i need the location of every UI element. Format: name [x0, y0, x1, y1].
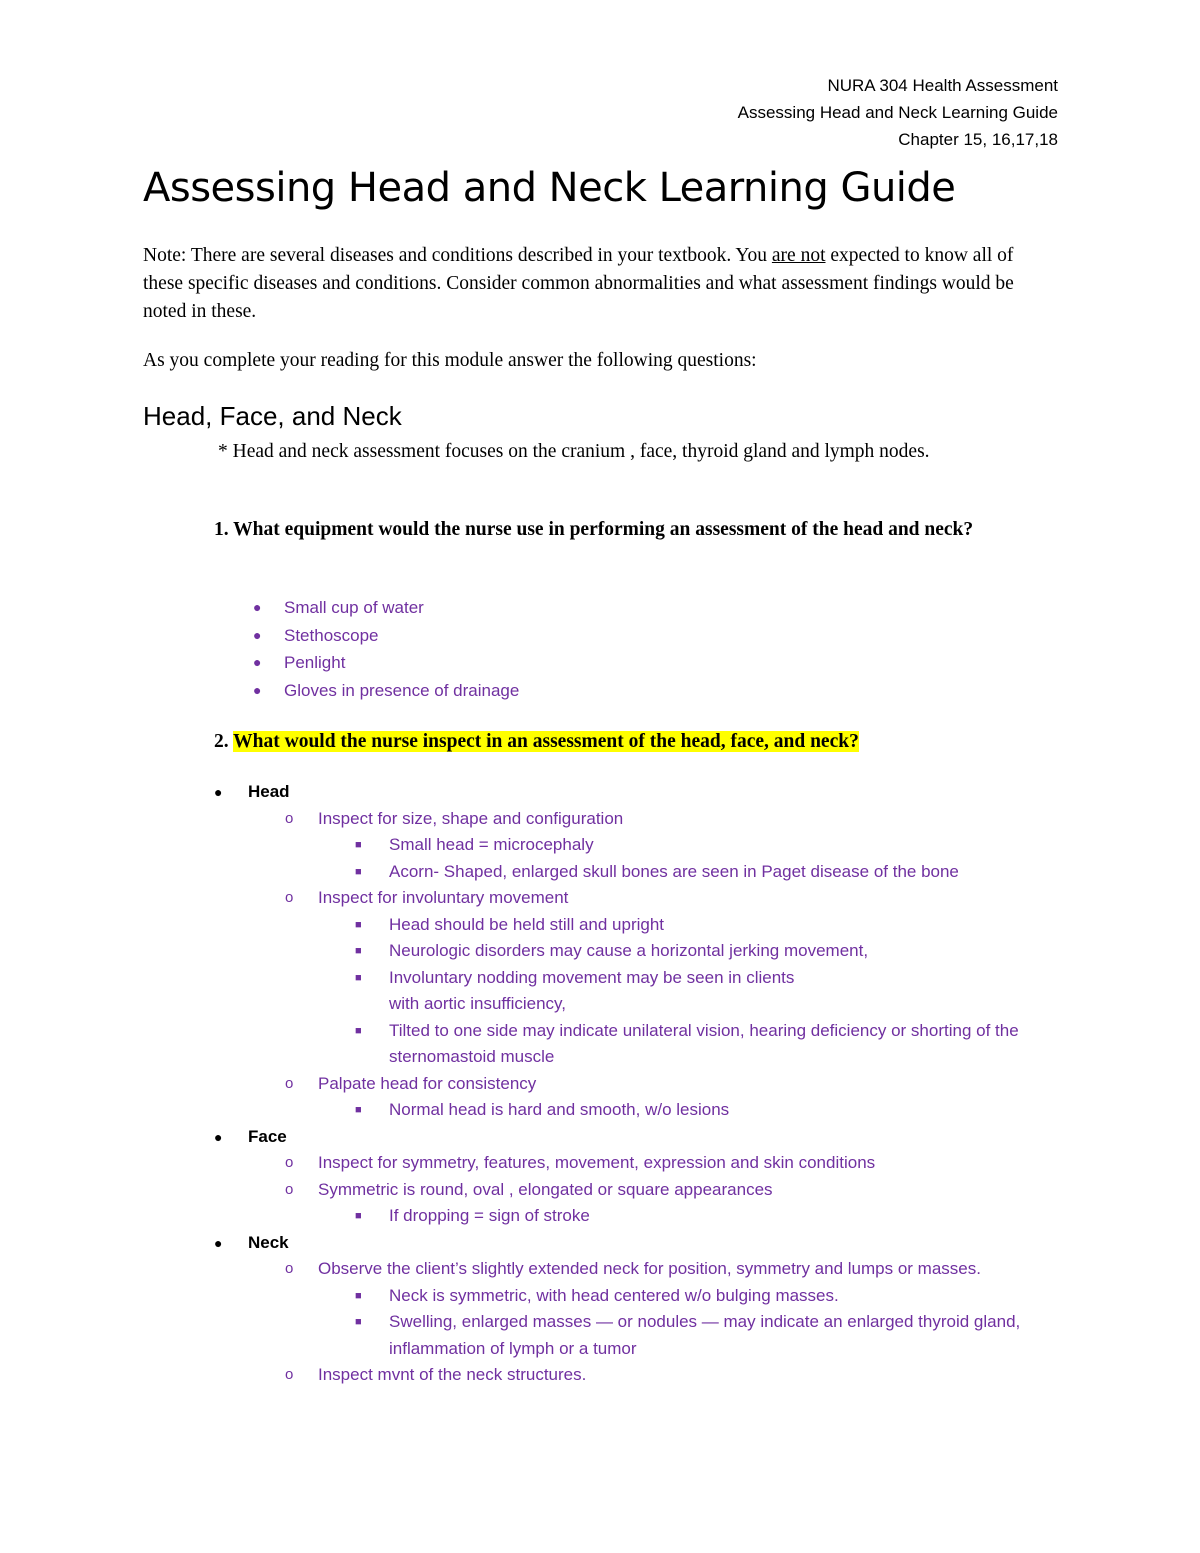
bullet-icon: ●: [253, 681, 262, 698]
list-item: ■ If dropping = sign of stroke: [210, 1203, 1070, 1230]
square-bullet-icon: ■: [355, 945, 362, 957]
bullet-icon: ●: [253, 599, 262, 615]
outline-head: ● Head: [210, 779, 1070, 806]
square-bullet-icon: ■: [355, 1210, 362, 1222]
outline-face: ● Face: [210, 1124, 1070, 1151]
square-bullet-icon: ■: [355, 839, 362, 851]
circle-bullet-icon: o: [285, 1260, 294, 1277]
list-item: o Inspect for involuntary movement: [210, 885, 1070, 912]
list-item: o Symmetric is round, oval , elongated or square appearances: [210, 1177, 1070, 1204]
circle-bullet-icon: o: [285, 809, 294, 827]
square-bullet-icon: ■: [355, 1316, 362, 1328]
bullet-icon: ●: [214, 784, 223, 800]
list-item: ■ Acorn- Shaped, enlarged skull bones are seen in Paget disease of the bone: [210, 859, 1070, 886]
circle-bullet-icon: o: [285, 1180, 294, 1198]
bullet-icon: ●: [253, 654, 262, 670]
question-2-number: 2.: [214, 731, 229, 752]
document-title: Assessing Head and Neck Learning Guide: [143, 165, 956, 211]
section-heading: Head, Face, and Neck: [143, 401, 402, 431]
bullet-icon: ●: [214, 1234, 223, 1251]
list-item: o Inspect mvnt of the neck structures.: [210, 1362, 1070, 1389]
list-item: ■ Head should be held still and upright: [210, 912, 1070, 939]
circle-bullet-icon: o: [285, 889, 294, 906]
note-underlined: are not: [771, 245, 826, 266]
section-note: * Head and neck assessment focuses on the cranium , face, thyroid gland and lymph nodes.: [218, 441, 930, 462]
note-text-1: Note: There are several diseases and conditions described in your textbook. You: [143, 245, 772, 266]
list-item: ■ Normal head is hard and smooth, w/o lesions: [210, 1097, 1070, 1124]
square-bullet-icon: ■: [355, 1024, 362, 1037]
list-item: ● Gloves in presence of drainage: [247, 677, 519, 705]
list-item: ■ Neurologic disorders may cause a horizontal jerking movement,: [210, 938, 1070, 965]
note-paragraph: [143, 242, 1053, 326]
circle-bullet-icon: o: [285, 1366, 294, 1383]
list-item: o Inspect for size, shape and configuration: [210, 806, 1070, 833]
running-header: [738, 72, 1058, 153]
list-item: ■ Tilted to one side may indicate unilateral vision, hearing deficiency or shorting of the sternomastoid muscle: [210, 1018, 1049, 1071]
question-2-text: What would the nurse inspect in an assessment of the head, face, and neck?: [233, 731, 859, 752]
question-1-number: 1.: [214, 519, 229, 540]
square-bullet-icon: ■: [355, 1289, 362, 1302]
square-bullet-icon: ■: [355, 918, 362, 931]
list-item: o Observe the client’s slightly extended neck for position, symmetry and lumps or masses.: [210, 1256, 1033, 1283]
list-item: ■ Swelling, enlarged masses — or nodules — may indicate an enlarged thyroid gland, inflammation of lymph or a tumor: [210, 1309, 1049, 1362]
equipment-list: [247, 594, 519, 704]
list-item: ■ Involuntary nodding movement may be seen in clients with aortic insufficiency,: [210, 965, 829, 1018]
inspection-outline: [210, 779, 1070, 1389]
list-item: ■ Small head = microcephaly: [210, 832, 1070, 859]
list-item: o Inspect for symmetry, features, movement, expression and skin conditions: [210, 1150, 1070, 1177]
intro-paragraph: As you complete your reading for this module answer the following questions:: [143, 350, 757, 371]
square-bullet-icon: ■: [355, 971, 362, 984]
list-item: ● Penlight: [247, 649, 519, 677]
list-item: ■ Neck is symmetric, with head centered w/o bulging masses.: [210, 1283, 1070, 1310]
question-2: [214, 728, 1034, 756]
bullet-icon: ●: [253, 626, 262, 643]
square-bullet-icon: ■: [355, 1104, 362, 1116]
header-chapters: Chapter 15, 16,17,18: [898, 130, 1058, 149]
header-guide-title: Assessing Head and Neck Learning Guide: [737, 103, 1058, 122]
note-text-2: expected to know all of these specific diseases and conditions. Consider common abnormalities and what assessment findings would be noted in these.: [143, 245, 1014, 322]
header-course: NURA 304 Health Assessment: [827, 76, 1058, 95]
bullet-icon: ●: [214, 1128, 223, 1145]
list-item: ● Small cup of water: [247, 594, 519, 622]
question-1: [214, 516, 1034, 544]
circle-bullet-icon: o: [285, 1154, 294, 1171]
list-item: ● Stethoscope: [247, 622, 519, 650]
list-item: o Palpate head for consistency: [210, 1071, 1070, 1098]
circle-bullet-icon: o: [285, 1074, 294, 1092]
square-bullet-icon: ■: [355, 865, 362, 878]
question-1-text: What equipment would the nurse use in performing an assessment of the head and neck?: [233, 519, 974, 540]
outline-neck: ● Neck: [210, 1230, 1070, 1257]
